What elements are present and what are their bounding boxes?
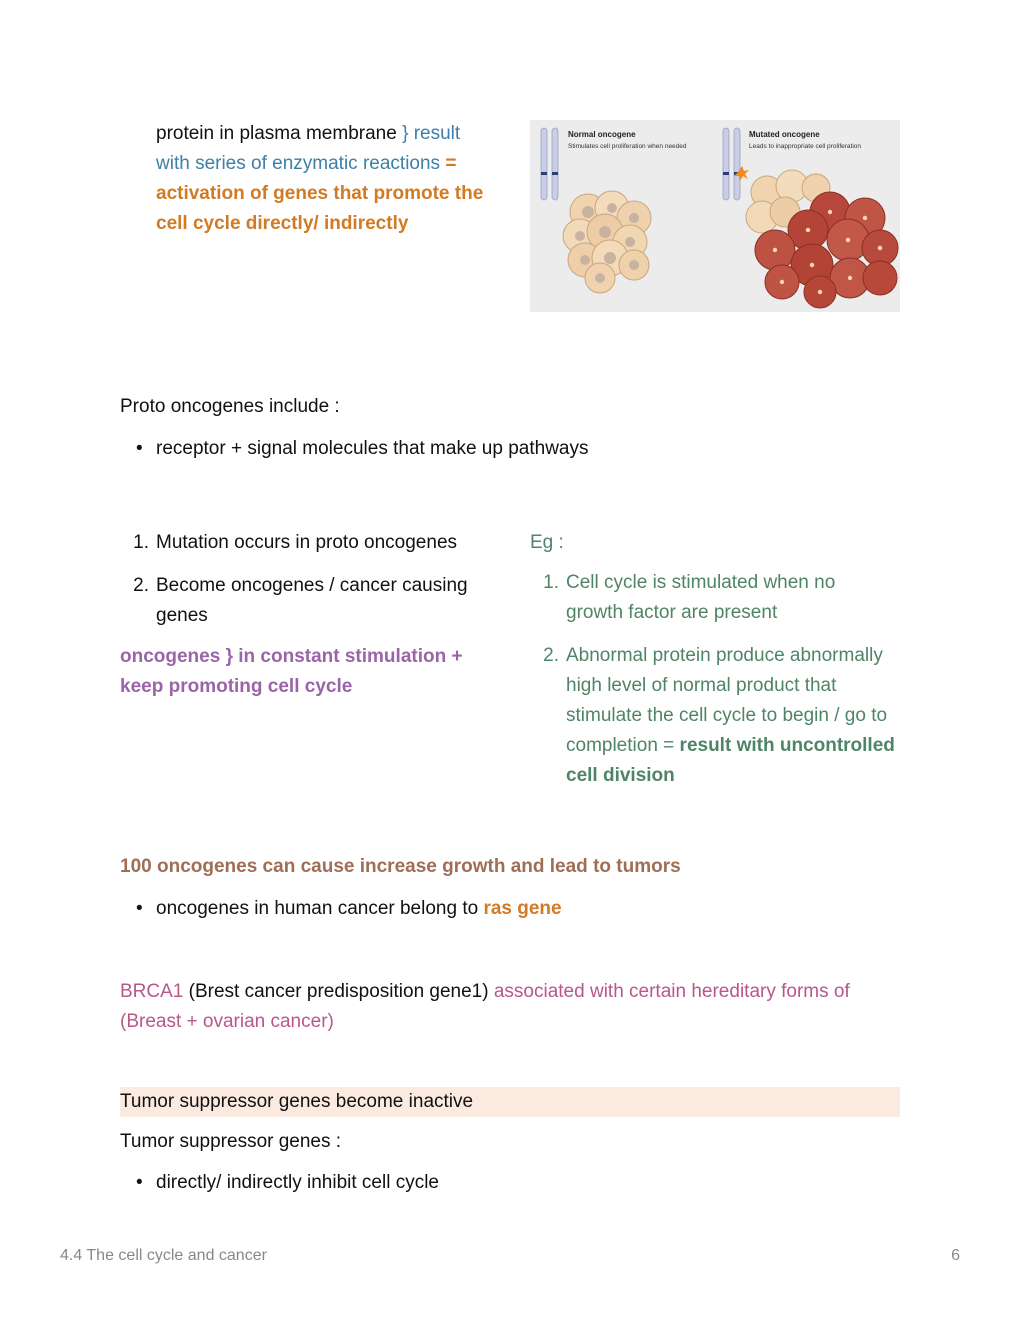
example-item-1 <box>543 568 896 628</box>
bullet-icon: • <box>136 898 143 919</box>
example-item-2-bold: result with uncontrolled cell division <box>566 735 895 786</box>
brca-paragraph <box>120 977 900 1037</box>
footer-title: 4.4 The cell cycle and cancer <box>60 1247 267 1264</box>
example-item-1-text: Cell cycle is stimulated when no growth factor are present <box>566 572 836 623</box>
tumor-highlight-text: Tumor suppressor genes become inactive <box>120 1091 474 1112</box>
left-list-item-2 <box>133 571 496 631</box>
brca-paren: (Brest cancer predisposition gene1) <box>183 981 494 1002</box>
figure-left-subtitle: Stimulates cell proliferation when needed <box>568 143 687 150</box>
oncogenes-100-heading: 100 oncogenes can cause increase growth and lead to tumors <box>120 856 681 877</box>
intro-paragraph <box>156 119 496 239</box>
proto-heading: Proto oncogenes include : <box>120 396 340 417</box>
tumor-bullet-text: directly/ indirectly inhibit cell cycle <box>156 1172 439 1193</box>
intro-text-orange: = activation of genes that promote the cell cycle directly/ indirectly <box>156 153 484 234</box>
example-label: Eg : <box>530 532 564 553</box>
oncogene-figure <box>530 120 900 312</box>
intro-text-black: protein in plasma membrane <box>156 123 403 144</box>
figure-right-title: Mutated oncogene <box>749 130 820 139</box>
oncogene-illustration <box>530 120 900 312</box>
example-item-2-text: Abnormal protein produce abnormally high level of normal product that stimulate the cell cycle to begin / go to completion = <box>566 645 888 756</box>
brca-name: BRCA1 <box>120 981 184 1002</box>
list-number-2: 2. <box>133 575 149 596</box>
list-number-1: 1. <box>133 532 149 553</box>
proto-bullet-text: receptor + signal molecules that make up pathways <box>156 438 589 459</box>
bullet-icon: • <box>136 438 143 459</box>
left-list-item-1 <box>133 528 496 558</box>
proto-bullet <box>136 434 856 464</box>
oncogenes-note: oncogenes } in constant stimulation + keep promoting cell cycle <box>120 646 463 697</box>
tumor-bullet <box>136 1168 856 1198</box>
tumor-heading: Tumor suppressor genes : <box>120 1131 342 1152</box>
ras-gene-highlight: ras gene <box>483 898 562 919</box>
ras-bullet-text: oncogenes in human cancer belong to <box>156 898 484 919</box>
ras-bullet <box>136 894 856 924</box>
page-number: 6 <box>951 1247 960 1264</box>
left-item-1-text: Mutation occurs in proto oncogenes <box>156 532 458 553</box>
example-number-1: 1. <box>543 572 559 593</box>
figure-left-title: Normal oncogene <box>568 130 636 139</box>
bullet-icon: • <box>136 1172 143 1193</box>
intro-text-blue: } result with series of enzymatic reactions <box>156 123 461 174</box>
example-number-2: 2. <box>543 645 559 666</box>
figure-right-subtitle: Leads to inappropriate cell proliferation <box>749 143 862 150</box>
brca-description: associated with certain hereditary forms of (Breast + ovarian cancer) <box>120 981 850 1032</box>
left-item-2-text: Become oncogenes / cancer causing genes <box>156 575 468 626</box>
tumor-highlight-bar <box>120 1087 900 1117</box>
example-item-2 <box>543 641 902 791</box>
